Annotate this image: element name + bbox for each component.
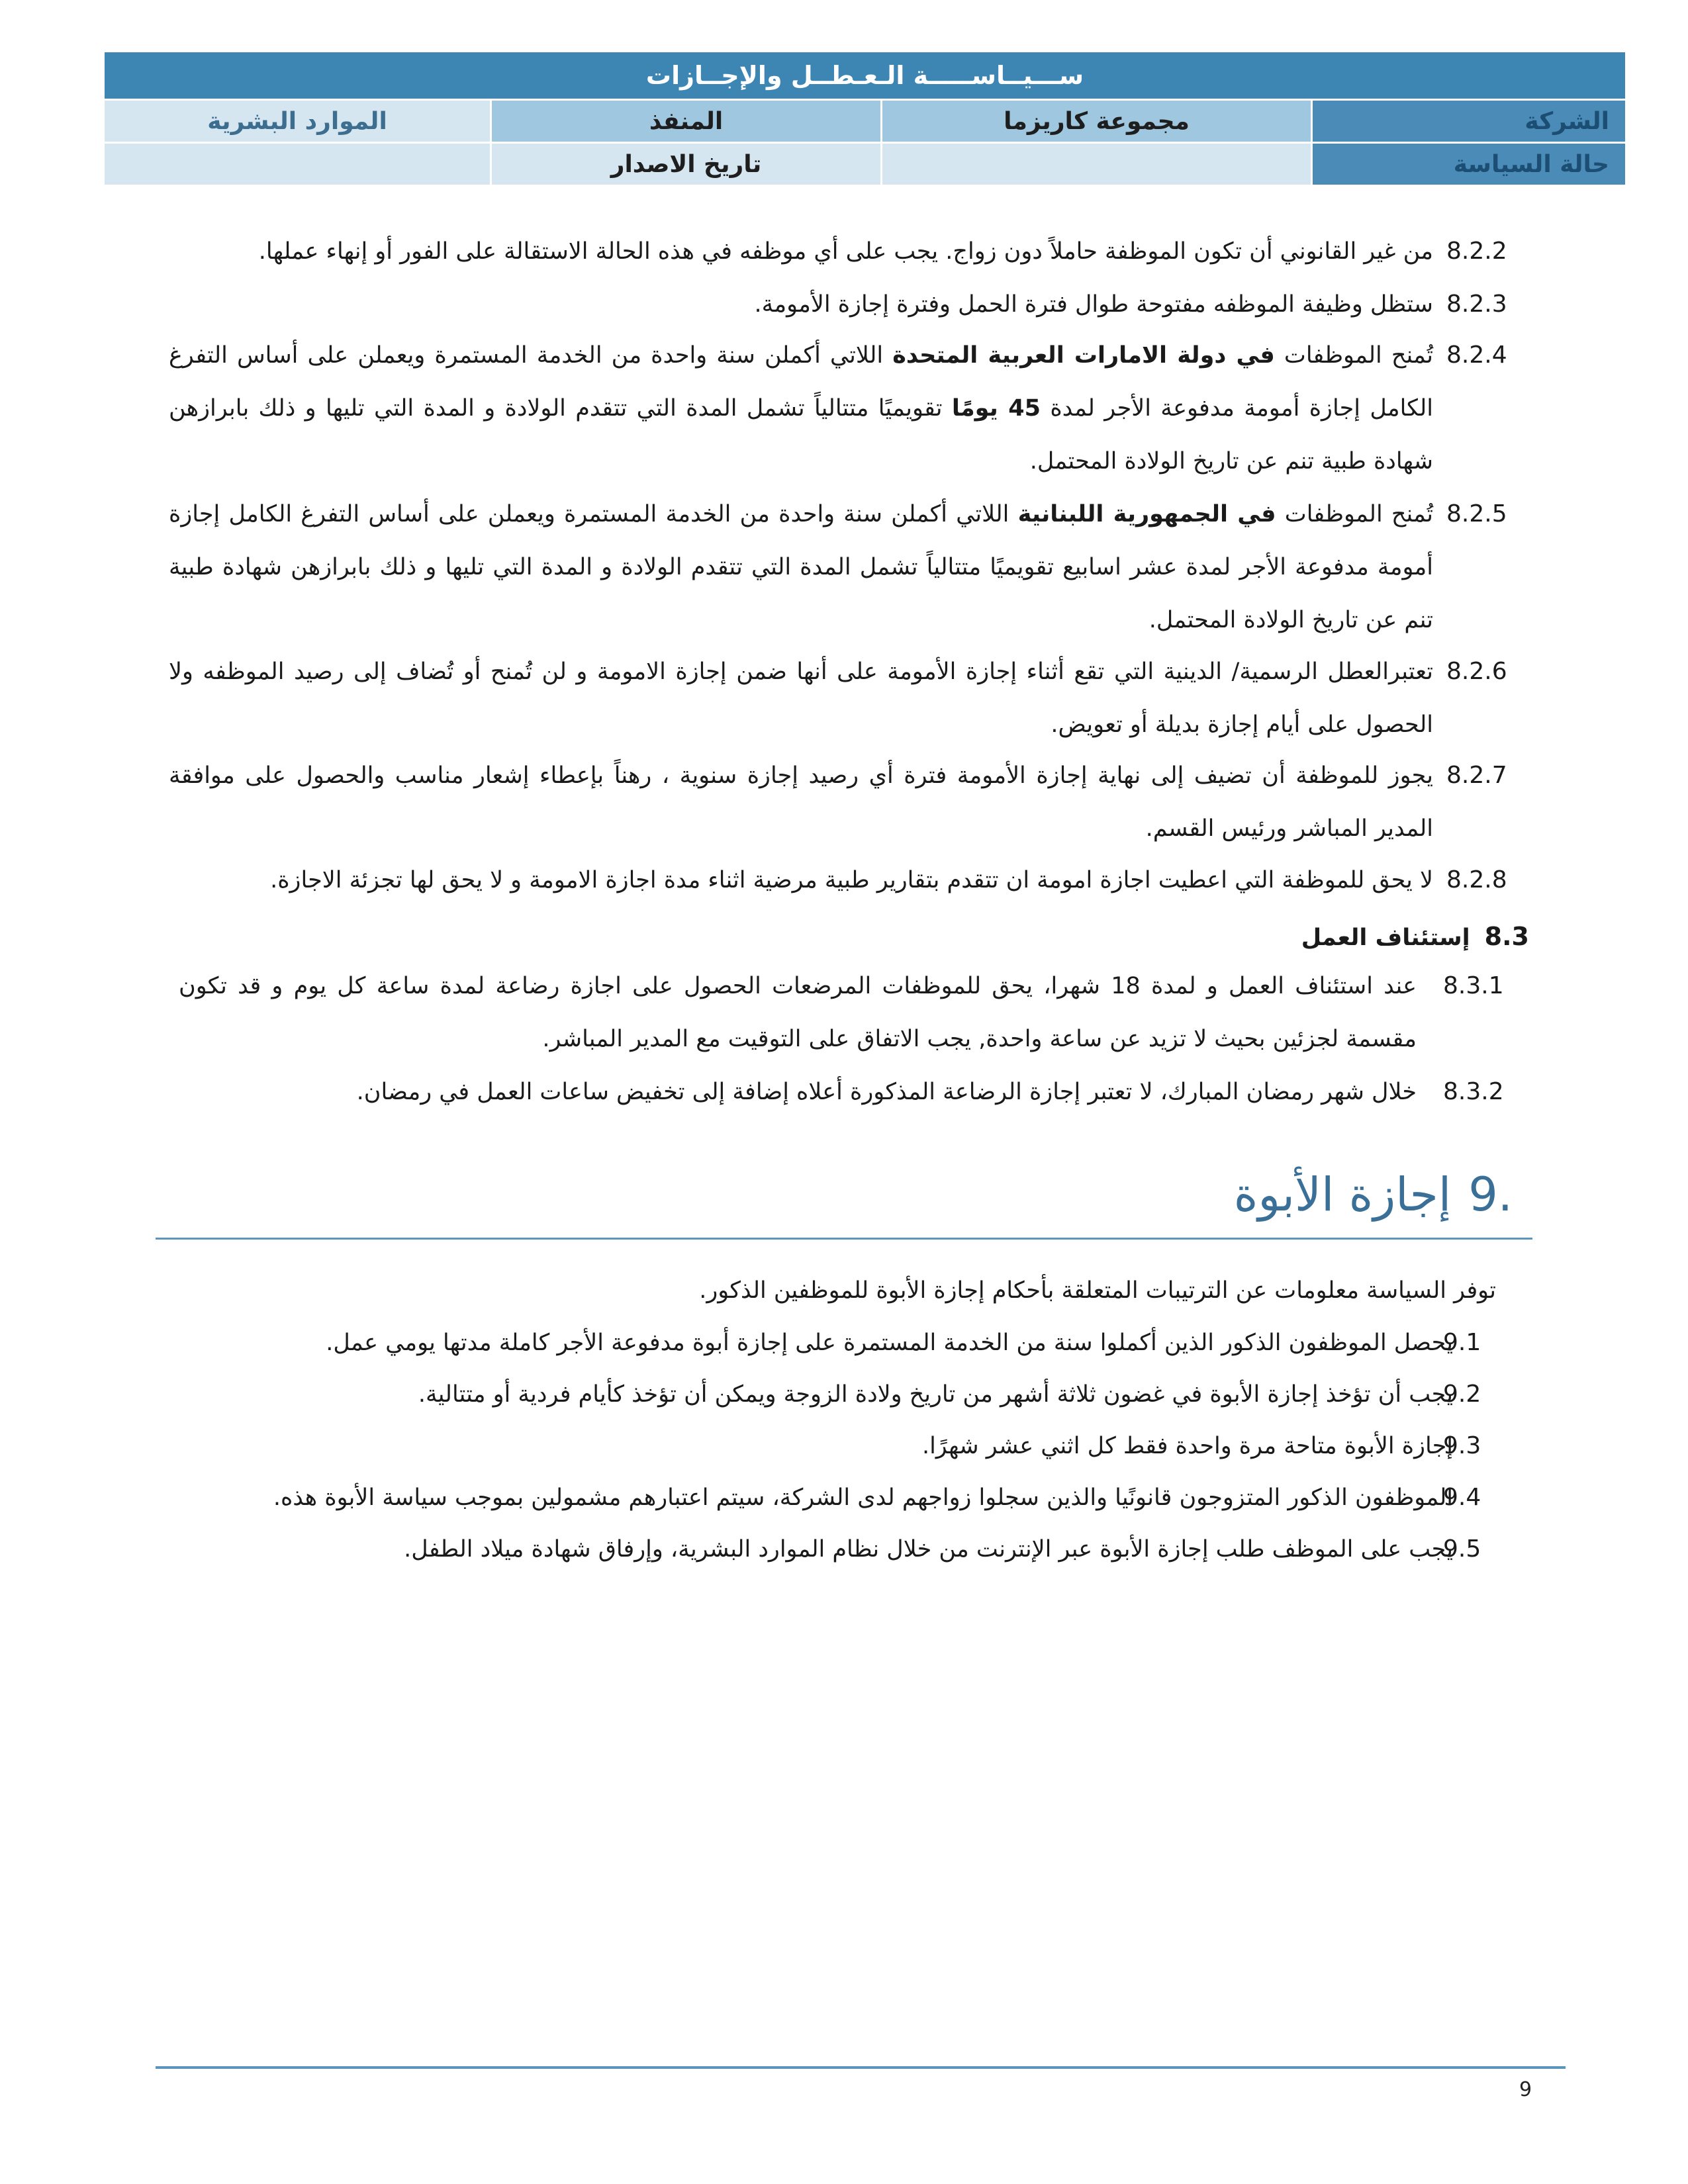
bold-region: في دولة الامارات العربية المتحدة — [892, 342, 1275, 369]
bold-region: في الجمهورية اللبنانية — [1017, 501, 1276, 527]
item-number: 8.2.8 — [1446, 866, 1507, 893]
list-item — [179, 960, 1529, 1066]
list-item — [179, 1317, 1529, 1369]
item-number: 9.3 — [1443, 1432, 1481, 1459]
item-number: 8.2.7 — [1446, 762, 1507, 789]
item-number: 8.2.5 — [1446, 500, 1507, 527]
section-heading-9 — [1234, 1161, 1513, 1228]
list-item — [179, 1420, 1529, 1472]
item-text: يجوز للموظفة أن تضيف إلى نهاية إجازة الأمومة فترة أي رصيد إجازة سنوية ، رهناً بإعطاء إشعار مناسب والحصول على موافقة المدير المباشر ورئيس القسم. — [169, 762, 1433, 842]
section-number: 8.3 — [1484, 922, 1529, 951]
item-number: 9.2 — [1443, 1381, 1481, 1408]
issue-date-label: تاريخ الاصدار — [491, 143, 882, 186]
item-number: 8.2.6 — [1446, 658, 1507, 685]
policy-status-value — [882, 143, 1312, 186]
section-title: إستئناف العمل — [1301, 925, 1470, 951]
section-heading-8-3 — [1301, 913, 1529, 961]
list-item — [179, 1472, 1529, 1524]
list-item — [179, 1524, 1529, 1575]
item-text: تُمنح الموظفات في الجمهورية اللبنانية اللاتي أكملن سنة واحدة من الخدمة المستمرة ويعملن على أساس التفرغ الكامل إجازة أمومة مدفوعة الأجر لمدة عشر اسابيع تقويميًا متتالياً تشمل المدة التي تتقدم الولادة و المدة التي تليها و ذلك بابرازهن شهادة طبية تنم عن تاريخ الولادة المحتمل. — [169, 501, 1433, 633]
company-value: مجموعة كاريزما — [882, 100, 1312, 143]
item-text: تُمنح الموظفات في دولة الامارات العربية المتحدة اللاتي أكملن سنة واحدة من الخدمة المستمرة ويعملن على أساس التفرغ الكامل إجازة أمومة مدفوعة الأجر لمدة 45 يومًا تقويميًا متتالياً تشمل المدة التي تتقدم الولادة و المدة التي تليها و ذلك بابرازهن شهادة طبية تنم عن تاريخ الولادة المحتمل. — [169, 342, 1433, 475]
item-number: 8.2.3 — [1446, 291, 1507, 318]
bold-duration: 45 يومًا — [951, 395, 1041, 422]
item-text: يجب أن تؤخذ إجازة الأبوة في غضون ثلاثة أشهر من تاريخ ولادة الزوجة ويمكن أن تؤخذ كأيام فردية أو متتالية. — [418, 1381, 1453, 1408]
list-item — [169, 488, 1532, 647]
list-item — [169, 225, 1532, 278]
item-text: يجب على الموظف طلب إجازة الأبوة عبر الإنترنت من خلال نظام الموارد البشرية، وإرفاق شهادة ميلاد الطفل. — [404, 1536, 1453, 1563]
item-text: ستظل وظيفة الموظفه مفتوحة طوال فترة الحمل وفترة إجازة الأمومة. — [754, 291, 1433, 318]
section-intro: توفر السياسة معلومات عن الترتيبات المتعلقة بأحكام إجازة الأبوة للموظفين الذكور. — [699, 1277, 1496, 1304]
executor-label: المنفذ — [491, 100, 882, 143]
item-number: 8.3.2 — [1443, 1078, 1504, 1105]
issue-date-value — [104, 143, 491, 186]
page-number: 9 — [1519, 2078, 1532, 2101]
item-text: تعتبرالعطل الرسمية/ الدينية التي تقع أثناء إجازة الأمومة على أنها ضمن إجازة الامومة و لن تُمنح أو تُضاف إلى رصيد الموظفه ولا الحصول على أيام إجازة بديلة أو تعويض. — [169, 659, 1433, 738]
item-text: من غير القانوني أن تكون الموظفة حاملاً دون زواج. يجب على أي موظفه في هذه الحالة الاستقالة على الفور أو إنهاء عملها. — [258, 238, 1433, 265]
company-label: الشركة — [1312, 100, 1626, 143]
item-text: خلال شهر رمضان المبارك، لا تعتبر إجازة الرضاعة المذكورة أعلاه إضافة إلى تخفيض ساعات العمل في رمضان. — [356, 1079, 1417, 1105]
footer-divider — [156, 2066, 1566, 2069]
list-item — [169, 645, 1532, 751]
item-text: إجازة الأبوة متاحة مرة واحدة فقط كل اثني عشر شهرًا. — [921, 1433, 1453, 1459]
list-item — [169, 749, 1532, 855]
policy-title: ســـيــاســـــة الـعـطــل والإجــازات — [104, 52, 1626, 100]
item-text: لا يحق للموظفة التي اعطيت اجازة امومة ان تتقدم بتقارير طبية مرضية اثناء مدة اجازة الامومة و لا يحق لها تجزئة الاجازة. — [270, 867, 1433, 893]
list-item — [179, 1369, 1529, 1420]
list-item — [169, 278, 1532, 331]
list-item — [169, 329, 1532, 488]
policy-header-table — [103, 50, 1627, 187]
item-number: 9.5 — [1443, 1535, 1481, 1563]
item-text: يحصل الموظفون الذكور الذين أكملوا سنة من الخدمة المستمرة على إجازة أبوة مدفوعة الأجر كاملة مدتها يومي عمل. — [326, 1330, 1453, 1356]
executor-value: الموارد البشرية — [104, 100, 491, 143]
list-item — [169, 854, 1532, 907]
item-number: 9.1 — [1443, 1329, 1481, 1356]
item-text: الموظفون الذكور المتزوجون قانونًيا والذين سجلوا زواجهم لدى الشركة، سيتم اعتبارهم مشمولين بموجب سياسة الأبوة هذه. — [273, 1484, 1453, 1511]
section-title: إجازة الأبوة — [1233, 1167, 1452, 1222]
section-number: .9 — [1468, 1167, 1513, 1222]
policy-status-label: حالة السياسة — [1312, 143, 1626, 186]
section-divider — [156, 1238, 1532, 1240]
list-item — [179, 1066, 1529, 1118]
item-text: عند استئناف العمل و لمدة 18 شهرا، يحق للموظفات المرضعات الحصول على اجازة رضاعة لمدة ساعة كل يوم و قد تكون مقسمة لجزئين بحيث لا تزيد عن ساعة واحدة, يجب الاتفاق على التوقيت مع المدير المباشر. — [179, 973, 1417, 1052]
item-number: 9.4 — [1443, 1484, 1481, 1511]
item-number: 8.3.1 — [1443, 972, 1504, 999]
item-number: 8.2.2 — [1446, 238, 1507, 265]
item-number: 8.2.4 — [1446, 341, 1507, 369]
